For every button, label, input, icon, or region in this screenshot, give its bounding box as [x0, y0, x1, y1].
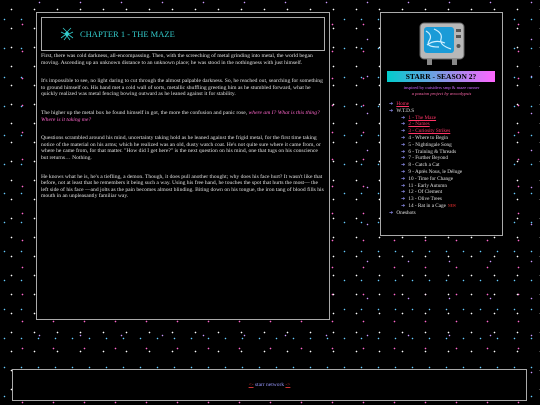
chapter-item[interactable] [401, 176, 501, 183]
nav-link-home[interactable]: Home [396, 101, 410, 107]
chapter-label[interactable]: 7 - Further Beyond [408, 155, 448, 162]
chapter-item[interactable] [401, 203, 501, 210]
sidebar [380, 12, 503, 236]
chapter-item[interactable] [401, 142, 501, 149]
chapter-label[interactable]: 10 - Time for Change [408, 175, 454, 182]
chapter-item[interactable] [401, 189, 501, 196]
arrow-right-icon: ➜ [401, 168, 406, 175]
chapter-item[interactable] [401, 128, 501, 135]
chapter-link[interactable]: 1 - The Maze [408, 114, 437, 121]
webring-next-link[interactable]: -> [285, 382, 291, 388]
arrow-right-icon: ➜ [389, 107, 394, 114]
arrow-right-icon: ➜ [389, 209, 394, 216]
chapter-label[interactable]: 12 - Of Clement [408, 189, 443, 196]
italic-thought: where am I? What is this thing? Where is it taking me? [41, 109, 320, 123]
arrow-right-icon: ➜ [401, 182, 406, 189]
paragraph: He knows what he is, he's a tiefling, a demon. Though, it does pull another thought; why does his face hurt? It wasn't like that before, not at least that he remembers it being such a way. Using his free hand, he touches the spot that hurts the most— the left side of his face —and jolts as the pain becomes almost blinding. Biting down on his tongue, the iron tang of blood fills his mouth in an unpleasantly familiar way. [41, 173, 324, 200]
arrow-right-icon: ➜ [401, 148, 406, 155]
chapter-item[interactable] [401, 169, 501, 176]
nav-item-wtds [389, 108, 501, 210]
chapter-item[interactable] [401, 149, 501, 156]
chapter-item[interactable] [401, 162, 501, 169]
sidebar-subtitle [385, 85, 498, 97]
chapter-item[interactable] [401, 135, 501, 142]
arrow-right-icon: ➜ [401, 189, 406, 196]
chapter-panel [36, 12, 330, 320]
paragraph: It's impossible to see, no light daring to cut through the almost palpable darkness. So, he reached out, searching for something to ground himself on. His hand met a cold wall of sorts, metallic shuffling greeting him as he stumbled forward, what he quickly realized was metal fencing bowing outward as he leaned against it for stability. [41, 78, 323, 98]
paragraph-text: The higher up the metal box he found himself in got, the more the confusion and panic rose, [41, 109, 248, 116]
arrow-right-icon: ➜ [401, 141, 406, 148]
chapter-label[interactable]: 9 - Après Nous, le Déluge [408, 168, 463, 175]
chapter-item[interactable] [401, 115, 501, 122]
chapter-list [389, 115, 501, 210]
chapter-label[interactable]: 5 - Nightingale Song [408, 141, 452, 148]
subtitle-inspired: inspired by outsiders smp & maze runner [403, 85, 480, 90]
season-banner: STARR - SEASON 2? [387, 71, 495, 82]
retro-tv-icon [419, 19, 465, 67]
arrow-right-icon: ➜ [401, 162, 406, 169]
arrow-right-icon: ➜ [401, 134, 406, 141]
chapter-link[interactable]: 3 - Curiosity Strikes [408, 128, 451, 135]
arrow-right-icon: ➜ [401, 155, 406, 162]
chapter-label[interactable]: 8 - Catch a Cat [408, 162, 440, 169]
sidebar-nav [389, 101, 501, 217]
chapter-link[interactable]: 2 - Names [408, 121, 430, 128]
chapter-label[interactable]: 13 - Olive Trees [408, 196, 442, 203]
paragraph: Questions scrambled around his mind, uncertainty taking hold as he leaned against the frigid metal, for the first time taking notice of the material on his arms; which he realized was an old, dusty watch coat. He's not quite sure where it came from, or where he came from, for that matter. "How did I get here?" is the next question on his mind, one that tugs on his conscience but returns… Nothing. [41, 135, 321, 161]
nav-item-oneshots[interactable] [389, 210, 501, 217]
arrow-right-icon: ➜ [401, 175, 406, 182]
chapter-item[interactable] [401, 155, 501, 162]
webring-title: starr network [254, 382, 285, 388]
chapter-label[interactable]: 6 - Training & Threads [408, 148, 457, 155]
chapter-item[interactable] [401, 121, 501, 128]
paragraph [41, 110, 325, 123]
chapter-text [41, 53, 325, 315]
arrow-right-icon: ➜ [401, 202, 406, 209]
arrow-right-icon: ➜ [389, 101, 394, 107]
nav-item-home[interactable] [389, 101, 501, 108]
arrow-right-icon: ➜ [401, 114, 406, 121]
chapter-label[interactable]: 11 - Early Autumn [408, 182, 447, 189]
chapter-label[interactable]: 4 - Where to Begin [408, 134, 449, 141]
nav-label-wtds: W.T.D.S [396, 107, 415, 114]
subtitle-author: a passion project by avocalypsis [411, 91, 472, 96]
spider-emblem-icon [60, 27, 74, 41]
chapter-label[interactable]: 14 - Rat in a Cage [408, 202, 446, 209]
webring-footer [12, 369, 527, 401]
new-badge: NEW [447, 203, 457, 208]
chapter-title: CHAPTER 1 - THE MAZE [80, 29, 175, 39]
arrow-right-icon: ➜ [401, 128, 406, 135]
chapter-item[interactable] [401, 196, 501, 203]
chapter-header [41, 17, 325, 51]
arrow-right-icon: ➜ [401, 121, 406, 128]
nav-label-oneshots[interactable]: Oneshots [396, 209, 416, 216]
webring-prev-link[interactable]: <- [248, 382, 254, 388]
arrow-right-icon: ➜ [401, 196, 406, 203]
paragraph: First, there was cold darkness, all-encompassing. Then, with the screeching of metal grinding into metal, the world began moving. Ascending up an unknown distance to an unknown place; he was stood in the nothingness with just himself. [41, 53, 313, 66]
